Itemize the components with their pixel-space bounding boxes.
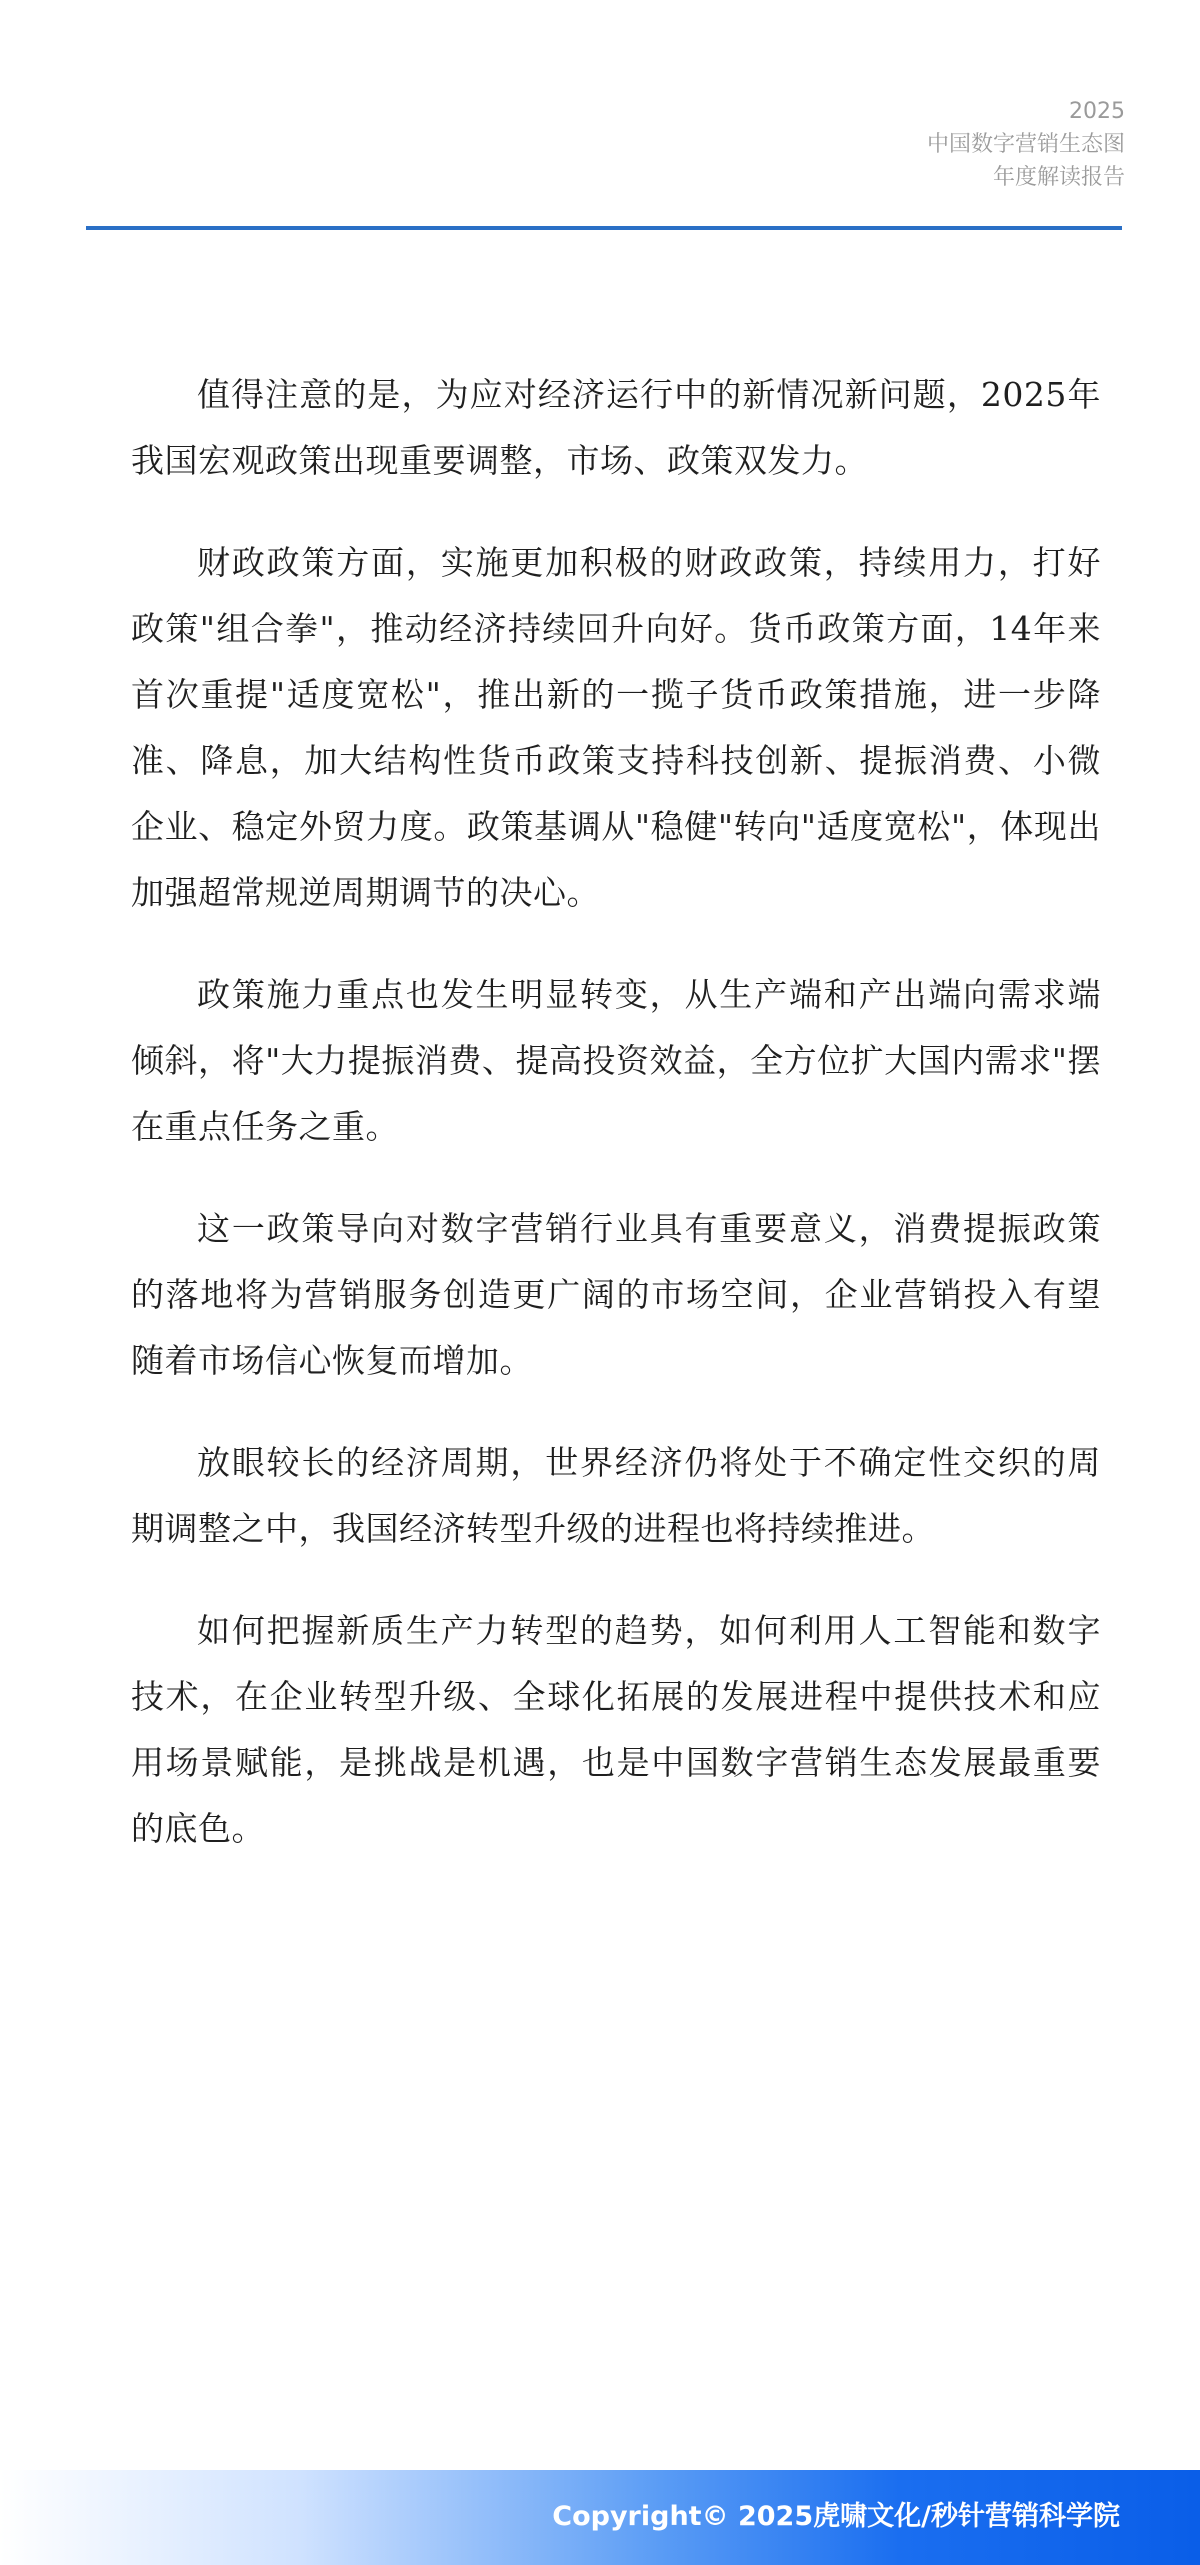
paragraph-4: 这一政策导向对数字营销行业具有重要意义，消费提振政策的落地将为营销服务创造更广阔的市场空间，企业营销投入有望随着市场信心恢复而增加。 — [131, 1209, 1101, 1380]
article-body — [131, 362, 1101, 1898]
report-year: 2025 — [1069, 99, 1125, 124]
paragraph-6: 如何把握新质生产力转型的趋势，如何利用人工智能和数字技术，在企业转型升级、全球化拓展的发展进程中提供技术和应用场景赋能，是挑战是机遇，也是中国数字营销生态发展最重要的底色。 — [131, 1611, 1101, 1848]
paragraph-3: 政策施力重点也发生明显转变，从生产端和产出端向需求端倾斜，将"大力提振消费、提高投资效益，全方位扩大国内需求"摆在重点任务之重。 — [131, 975, 1101, 1146]
footer-bar — [0, 2470, 1200, 2565]
header-divider — [86, 226, 1122, 230]
paragraph-1: 值得注意的是，为应对经济运行中的新情况新问题，2025年我国宏观政策出现重要调整，市场、政策双发力。 — [131, 375, 1101, 480]
report-header — [927, 95, 1125, 194]
copyright-text: Copyright© 2025虎啸文化/秒针营销科学院 — [552, 2501, 1120, 2532]
report-title-line2: 年度解读报告 — [992, 165, 1125, 190]
paragraph-2: 财政政策方面，实施更加积极的财政政策，持续用力，打好政策"组合拳"，推动经济持续回升向好。货币政策方面，14年来首次重提"适度宽松"，推出新的一揽子货币政策措施，进一步降准、降息，加大结构性货币政策支持科技创新、提振消费、小微企业、稳定外贸力度。政策基调从"稳健"转向"适度宽松"，体现出加强超常规逆周期调节的决心。 — [131, 543, 1101, 912]
paragraph-5: 放眼较长的经济周期，世界经济仍将处于不确定性交织的周期调整之中，我国经济转型升级的进程也将持续推进。 — [131, 1443, 1101, 1548]
report-title-line1: 中国数字营销生态图 — [926, 132, 1125, 157]
